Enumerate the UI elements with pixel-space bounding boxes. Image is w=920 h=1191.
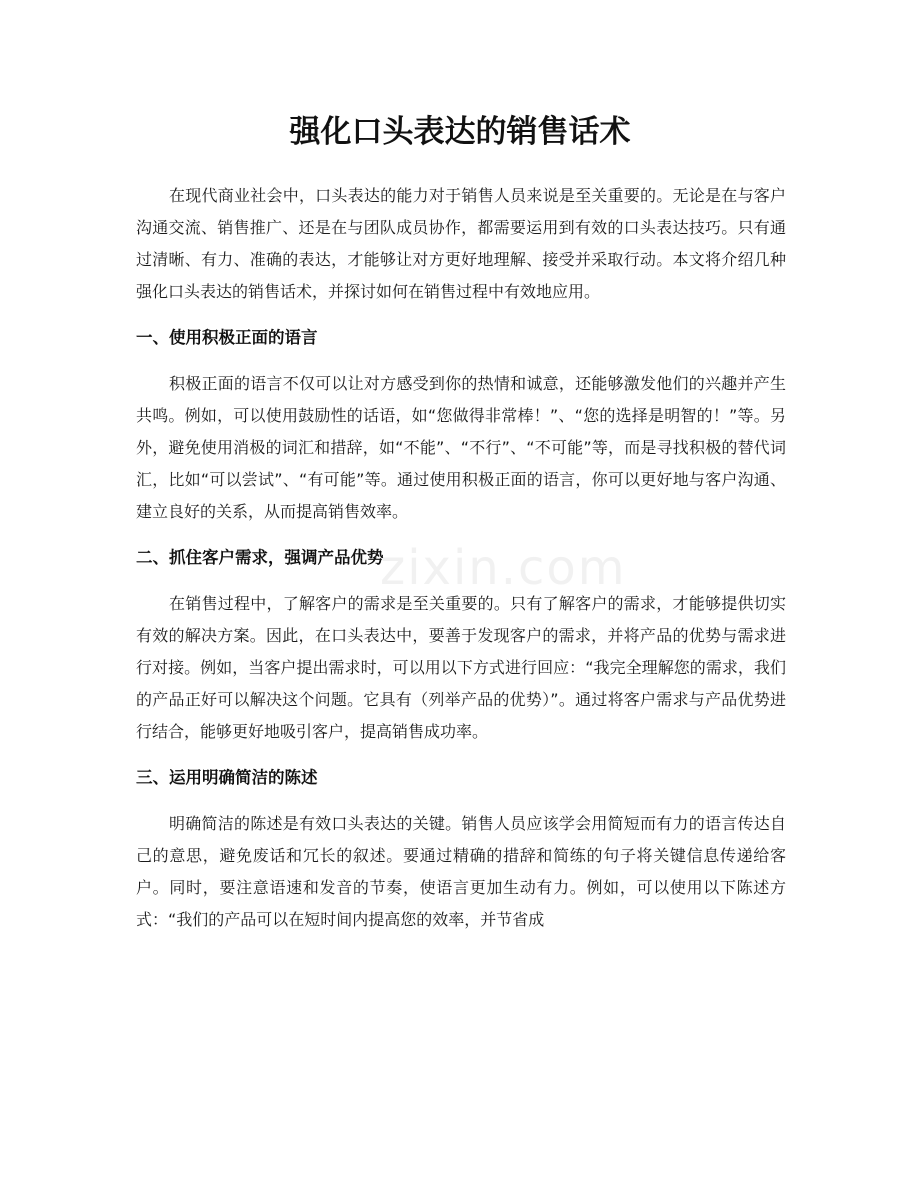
intro-paragraph: 在现代商业社会中，口头表达的能力对于销售人员来说是至关重要的。无论是在与客户沟通交流、销售推广、还是在与团队成员协作，都需要运用到有效的口头表达技巧。只有通过清晰、有力、准确的表达，才能够让对方更好地理解、接受并采取行动。本文将介绍几种强化口头表达的销售话术，并探讨如何在销售过程中有效地应用。 — [136, 186, 786, 301]
document-body — [136, 180, 786, 936]
section-3-paragraph: 明确简洁的陈述是有效口头表达的关键。销售人员应该学会用简短而有力的语言传达自己的意思，避免废话和冗长的叙述。要通过精确的措辞和简练的句子将关键信息传递给客户。同时，要注意语速和发音的节奏，使语言更加生动有力。例如，可以使用以下陈述方式：“我们的产品可以在短时间内提高您的效率，并节省成 — [136, 814, 786, 929]
watermark: zixin.com — [380, 540, 627, 596]
section-2-heading: 二、抓住客户需求，强调产品优势 — [136, 548, 384, 567]
section-2-paragraph: 在销售过程中，了解客户的需求是至关重要的。只有了解客户的需求，才能够提供切实有效的解决方案。因此，在口头表达中，要善于发现客户的需求，并将产品的优势与需求进行对接。例如，当客户提出需求时，可以用以下方式进行回应：“我完全理解您的需求，我们的产品正好可以解决这个问题。它具有（列举产品的优势）”。通过将客户需求与产品优势进行结合，能够更好地吸引客户，提高销售成功率。 — [136, 594, 786, 741]
section-1-heading: 一、使用积极正面的语言 — [136, 328, 318, 347]
section-3-heading: 三、运用明确简洁的陈述 — [136, 768, 318, 787]
document-title: 强化口头表达的销售话术 — [289, 114, 631, 150]
section-1-paragraph: 积极正面的语言不仅可以让对方感受到你的热情和诚意，还能够激发他们的兴趣并产生共鸣。例如，可以使用鼓励性的话语，如“您做得非常棒！”、“您的选择是明智的！”等。另外，避免使用消极的词汇和措辞，如“不能”、“不行”、“不可能”等，而是寻找积极的替代词汇，比如“可以尝试”、“有可能”等。通过使用积极正面的语言，你可以更好地与客户沟通、建立良好的关系，从而提高销售效率。 — [136, 374, 786, 521]
